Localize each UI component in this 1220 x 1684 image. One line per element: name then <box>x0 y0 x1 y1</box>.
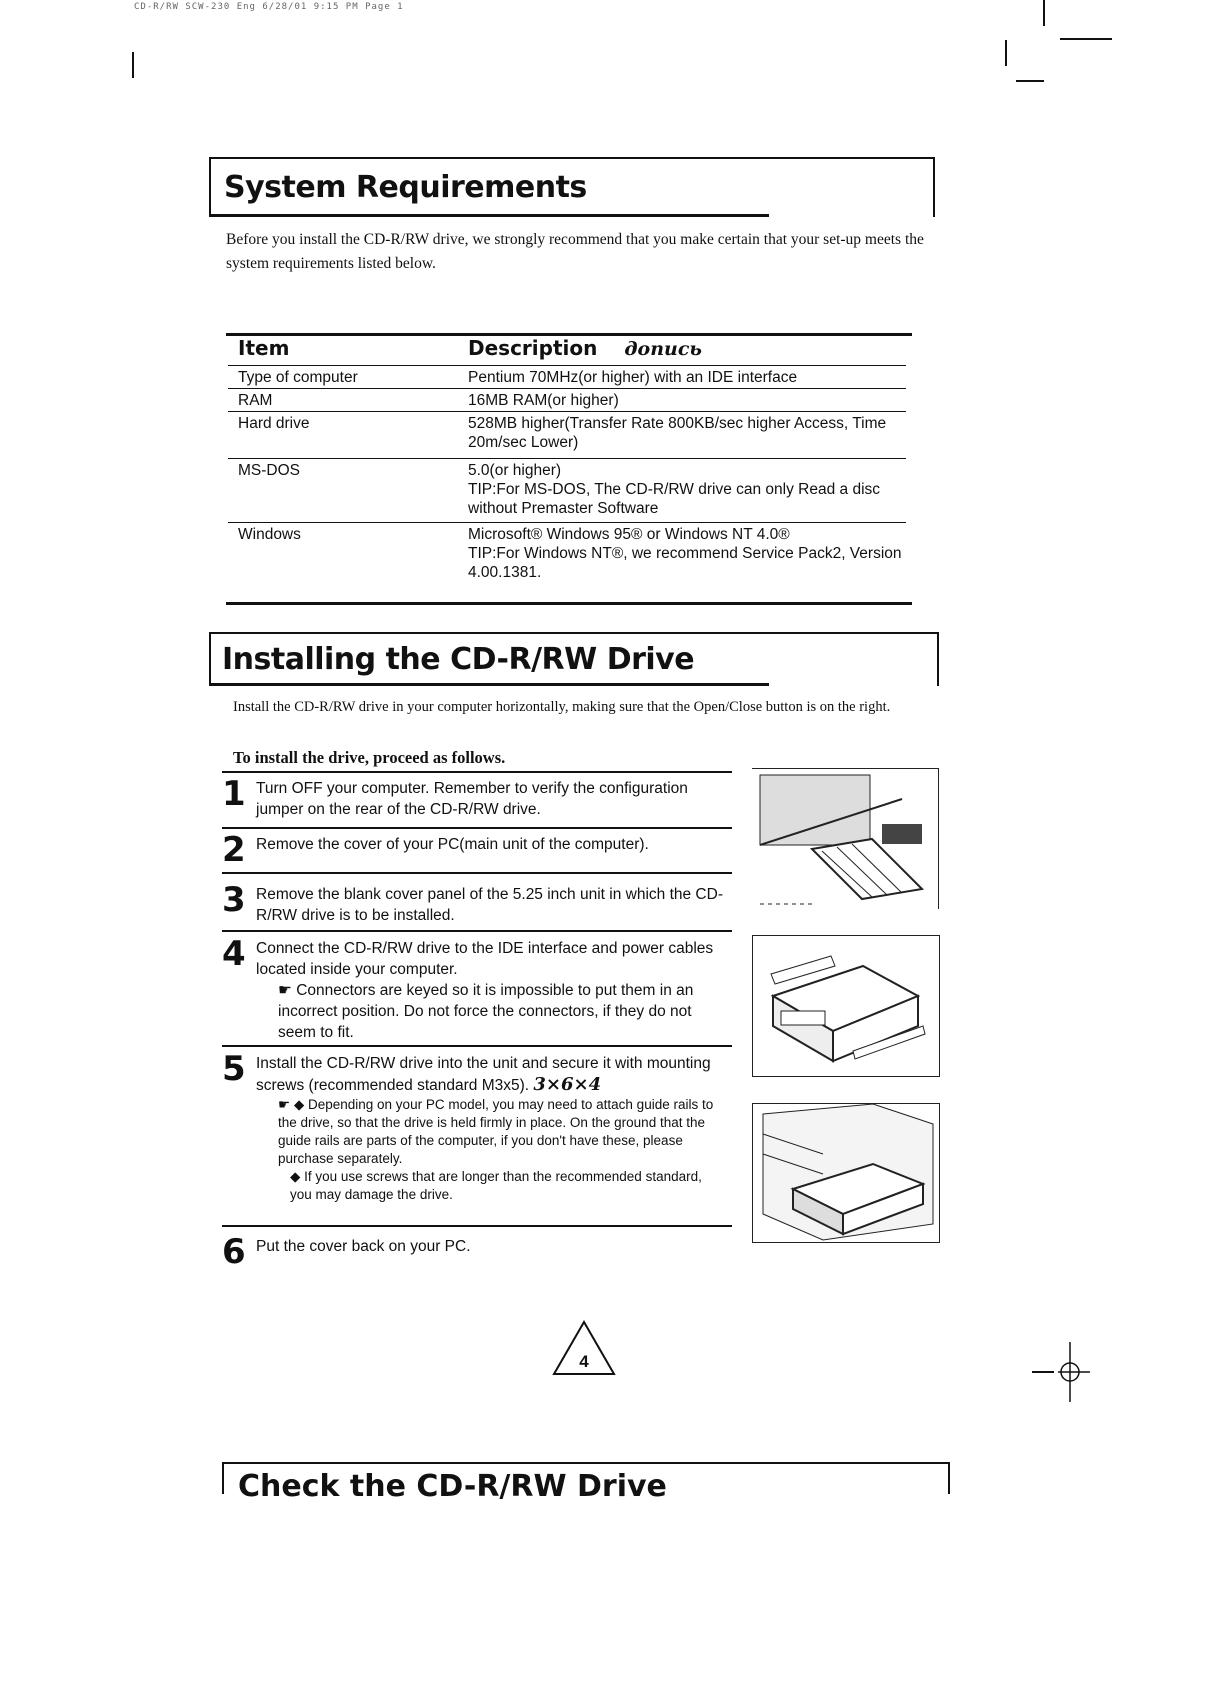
divider <box>222 930 732 932</box>
table-row <box>228 366 906 389</box>
cell-description: 528MB higher(Transfer Rate 800KB/sec higher Access, Time 20m/sec Lower) <box>458 412 906 459</box>
table-row <box>228 459 906 523</box>
procedure-lead: To install the drive, proceed as follows. <box>233 748 506 767</box>
crop-mark <box>1060 38 1112 40</box>
handwritten-annotation: допись <box>624 338 702 360</box>
crop-mark <box>1016 80 1044 82</box>
handwritten-annotation: 3×6×4 <box>533 1074 602 1095</box>
table-row <box>228 389 906 412</box>
cell-item: RAM <box>228 389 458 412</box>
step-note: ◆ If you use screws that are longer than the recommended standard, you may damage the drive. <box>290 1169 702 1202</box>
guide-rails-illustration <box>753 1104 939 1242</box>
step-text <box>256 1053 726 1204</box>
step-number: 2 <box>222 830 246 870</box>
crop-mark <box>132 52 134 78</box>
cell-tip: TIP:For Windows NT®, we recommend Service Pack2, Version 4.00.1381. <box>468 545 902 581</box>
cell-tip: TIP:For MS-DOS, The CD-R/RW drive can only Read a disc without Premaster Software <box>468 481 881 517</box>
step-note: ☛ ◆ Depending on your PC model, you may need to attach guide rails to the drive, so that the drive is held firmly in place. On the ground that the guide rails are parts of the computer, if you don't have these, please purchase separately. <box>278 1097 714 1166</box>
step-text: Put the cover back on your PC. <box>256 1238 471 1255</box>
divider <box>222 827 732 829</box>
divider <box>222 872 732 874</box>
drive-insert-illustration <box>753 936 939 1076</box>
divider <box>222 1225 732 1227</box>
table-header-row <box>228 337 906 366</box>
step-text: Remove the blank cover panel of the 5.25 inch unit in which the CD-R/RW drive is to be installed. <box>256 886 723 924</box>
cell-item: Hard drive <box>228 412 458 459</box>
cell-item: Windows <box>228 523 458 584</box>
column-header-description: Description допись <box>468 336 702 360</box>
cell-description: Pentium 70MHz(or higher) with an IDE interface <box>458 366 906 389</box>
step-number: 1 <box>222 774 246 814</box>
step-number: 5 <box>222 1049 246 1089</box>
figure-drive-insert <box>752 935 940 1077</box>
step-number: 6 <box>222 1232 246 1272</box>
section-title: Installing the CD-R/RW Drive <box>222 642 695 677</box>
step-text: Turn OFF your computer. Remember to verify the configuration jumper on the rear of the CD-R/RW drive. <box>256 780 688 818</box>
cell-item: MS-DOS <box>228 459 458 523</box>
figure-cable-connection <box>752 768 939 909</box>
cell-line: 5.0(or higher) <box>468 462 562 479</box>
cell-line: Microsoft® Windows 95® or Windows NT 4.0® <box>468 526 790 543</box>
section-underline <box>209 683 769 686</box>
requirements-table <box>228 337 906 583</box>
registration-mark-icon <box>1032 1340 1096 1404</box>
section-intro: Before you install the CD-R/RW drive, we strongly recommend that you make certain that your set-up meets the system requirements listed below. <box>226 231 924 272</box>
section-underline <box>209 214 769 217</box>
table-bottom-rule <box>226 602 912 605</box>
divider <box>222 771 732 773</box>
divider <box>222 1045 732 1047</box>
section-title: System Requirements <box>224 170 587 205</box>
step-note: ☛ Connectors are keyed so it is impossible to put them in an incorrect position. Do not force the connectors, if they do not seem to fit. <box>278 982 694 1041</box>
table-row <box>228 412 906 459</box>
cell-description <box>458 459 906 523</box>
cell-item: Type of computer <box>228 366 458 389</box>
step-text <box>256 938 726 1043</box>
figure-guide-rails <box>752 1103 940 1243</box>
step-number: 3 <box>222 880 246 920</box>
drive-cable-illustration <box>752 769 938 909</box>
cell-description <box>458 523 906 584</box>
step-text: Remove the cover of your PC(main unit of the computer). <box>256 836 649 853</box>
section-intro: Install the CD-R/RW drive in your computer horizontally, making sure that the Open/Close button is on the right. <box>233 699 891 715</box>
step-instruction: Connect the CD-R/RW drive to the IDE interface and power cables located inside your computer. <box>256 940 714 978</box>
column-header-item: Item <box>238 336 290 360</box>
crop-mark <box>1043 0 1045 26</box>
scan-header: CD-R/RW SCW-230 Eng 6/28/01 9:15 PM Page 1 <box>134 2 404 12</box>
step-instruction: Install the CD-R/RW drive into the unit and secure it with mounting screws (recommended standard M3x5). 3×6×4 <box>256 1055 711 1095</box>
page-number: 4 <box>579 1352 589 1371</box>
crop-mark <box>1005 40 1007 66</box>
step-number: 4 <box>222 934 246 974</box>
section-title-partial: Check the CD-R/RW Drive <box>238 1469 667 1504</box>
cell-description: 16MB RAM(or higher) <box>458 389 906 412</box>
table-row <box>228 523 906 584</box>
